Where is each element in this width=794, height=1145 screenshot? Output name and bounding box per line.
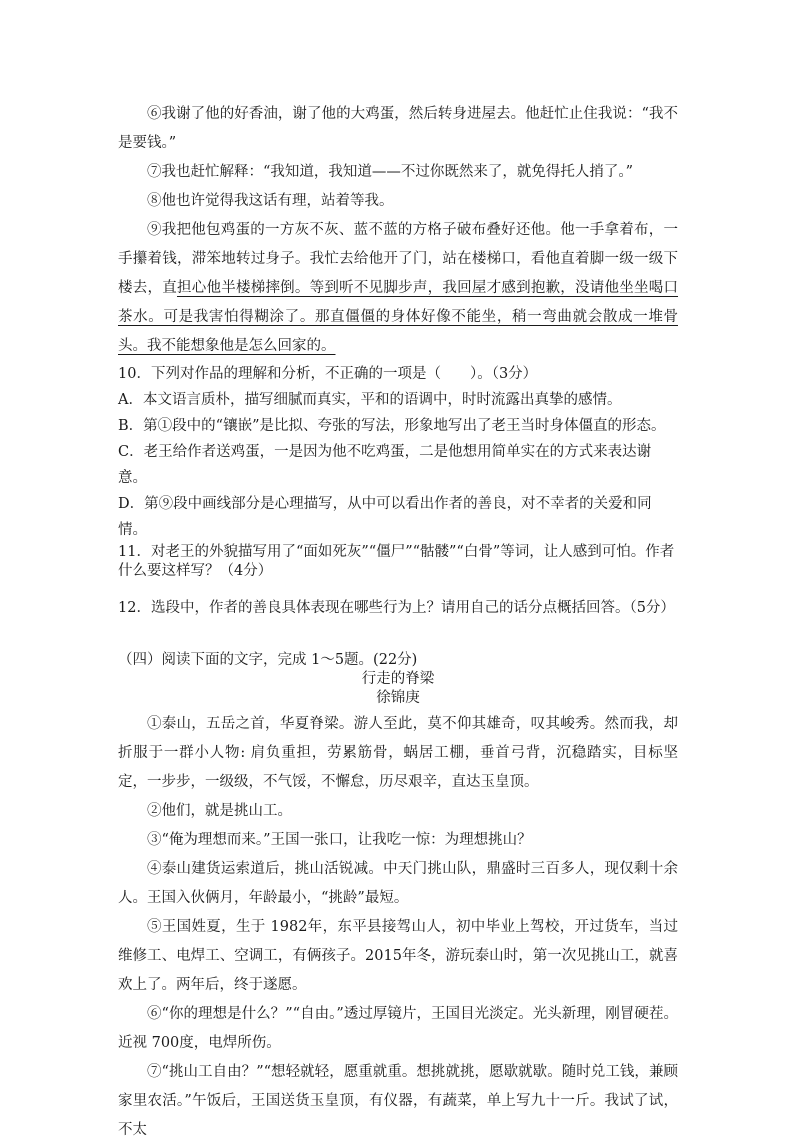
question-10-option-d: D．第⑨段中画线部分是心理描写，从中可以看出作者的善良，对不幸者的关爱和同情。 [118, 496, 652, 538]
question-11: 11．对老王的外貌描写用了“面如死灰”“僵尸”“骷髅”“白骨”等词，让人感到可怕。作者什么要这样写？（4分） [118, 544, 675, 579]
article-paragraph-5: ⑤王国姓夏，生于 1982年，东平县接驾山人，初中毕业上驾校，开过货车，当过维修工、电焊工、空调工，有俩孩子。2015年冬，游玩泰山时，第一次见挑山工，就喜欢上了。两年后，终于遂愿。 [118, 919, 678, 993]
article-paragraph-4: ④泰山建货运索道后，挑山活锐减。中天门挑山队，鼎盛时三百多人，现仅剩十余人。王国入伙俩月，年龄最小，“挑龄”最短。 [118, 861, 678, 906]
paragraph-9 [118, 216, 678, 361]
paragraph-8: ⑧他也许觉得我这话有理，站着等我。 [147, 193, 394, 209]
article-paragraph-2: ②他们，就是挑山工。 [147, 803, 292, 819]
paragraph-7: ⑦我也赶忙解释：“我知道，我知道——不过你既然来了，就免得托人捎了。” [147, 164, 634, 180]
paragraph-9-text: ⑨我把他包鸡蛋的一方灰不灰、蓝不蓝的方格子破布叠好还他。他一手拿着布，一手攥着钱，滞笨地转过身子。我忙去给他开了门，站在楼梯口，看他直着脚一级一级下楼去，直 [118, 222, 678, 296]
section-4-heading: （四）阅读下面的文字，完成 1～5题。(22分) [118, 652, 418, 668]
question-10-option-c: C．老王给作者送鸡蛋，一是因为他不吃鸡蛋，二是他想用简单实在的方式来表达谢意。 [118, 444, 652, 486]
paragraph-6: ⑥我谢了他的好香油，谢了他的大鸡蛋，然后转身进屋去。他赶忙止住我说：“我不是要钱。” [118, 106, 678, 151]
article-author: 徐锦庚 [376, 690, 420, 706]
article-paragraph-3: ③“俺为理想而来。”王国一张口，让我吃一惊：为理想挑山？ [147, 832, 532, 848]
article-title: 行走的脊梁 [361, 671, 435, 687]
paragraph-9-underlined: 担心他半楼梯摔倒。等到听不见脚步声，我回屋才感到抱歉，没请他坐坐喝口茶水。可是我害怕得糊涂了。那直僵僵的身体好像不能坐，稍一弯曲就会散成一堆骨头。我不能想象他是怎么回家的。 [118, 280, 679, 354]
article-paragraph-6: ⑥“你的理想是什么？”“自由。”透过厚镜片，王国目光淡定。光头新理，刚冒硬茬。近视 700度，电焊所伤。 [118, 1006, 678, 1051]
document-content [118, 100, 678, 1145]
article-paragraph-7: ⑦“挑山工自由？”“想轻就轻，愿重就重。想挑就挑，愿歇就歇。随时兑工钱，兼顾家里农活。”午饭后，王国送货玉皇顶，有仪器，有蔬菜，单上写九十一斤。我试了试，不太 [118, 1064, 678, 1138]
question-12: 12．选段中，作者的善良具体表现在哪些行为上？请用自己的话分点概括回答。（5分） [118, 600, 675, 616]
question-10-option-b: B．第①段中的“镶嵌”是比拟、夸张的写法，形象地写出了老王当时身体僵直的形态。 [118, 418, 666, 434]
question-10-option-a: A．本文语言质朴，描写细腻而真实，平和的语调中，时时流露出真挚的感情。 [118, 392, 622, 408]
article-paragraph-1: ①泰山，五岳之首，华夏脊梁。游人至此，莫不仰其雄奇，叹其峻秀。然而我，却折服于一群小人物: 肩负重担，劳累筋骨，蜗居工棚，垂首弓背，沉稳踏实，目标坚定，一步步，一级级，不气馁，不懈怠，历尽艰辛，直达玉皇顶。 [118, 716, 678, 790]
question-10: 10．下列对作品的理解和分析，不正确的一项是（ ）。（3分） [118, 366, 538, 382]
